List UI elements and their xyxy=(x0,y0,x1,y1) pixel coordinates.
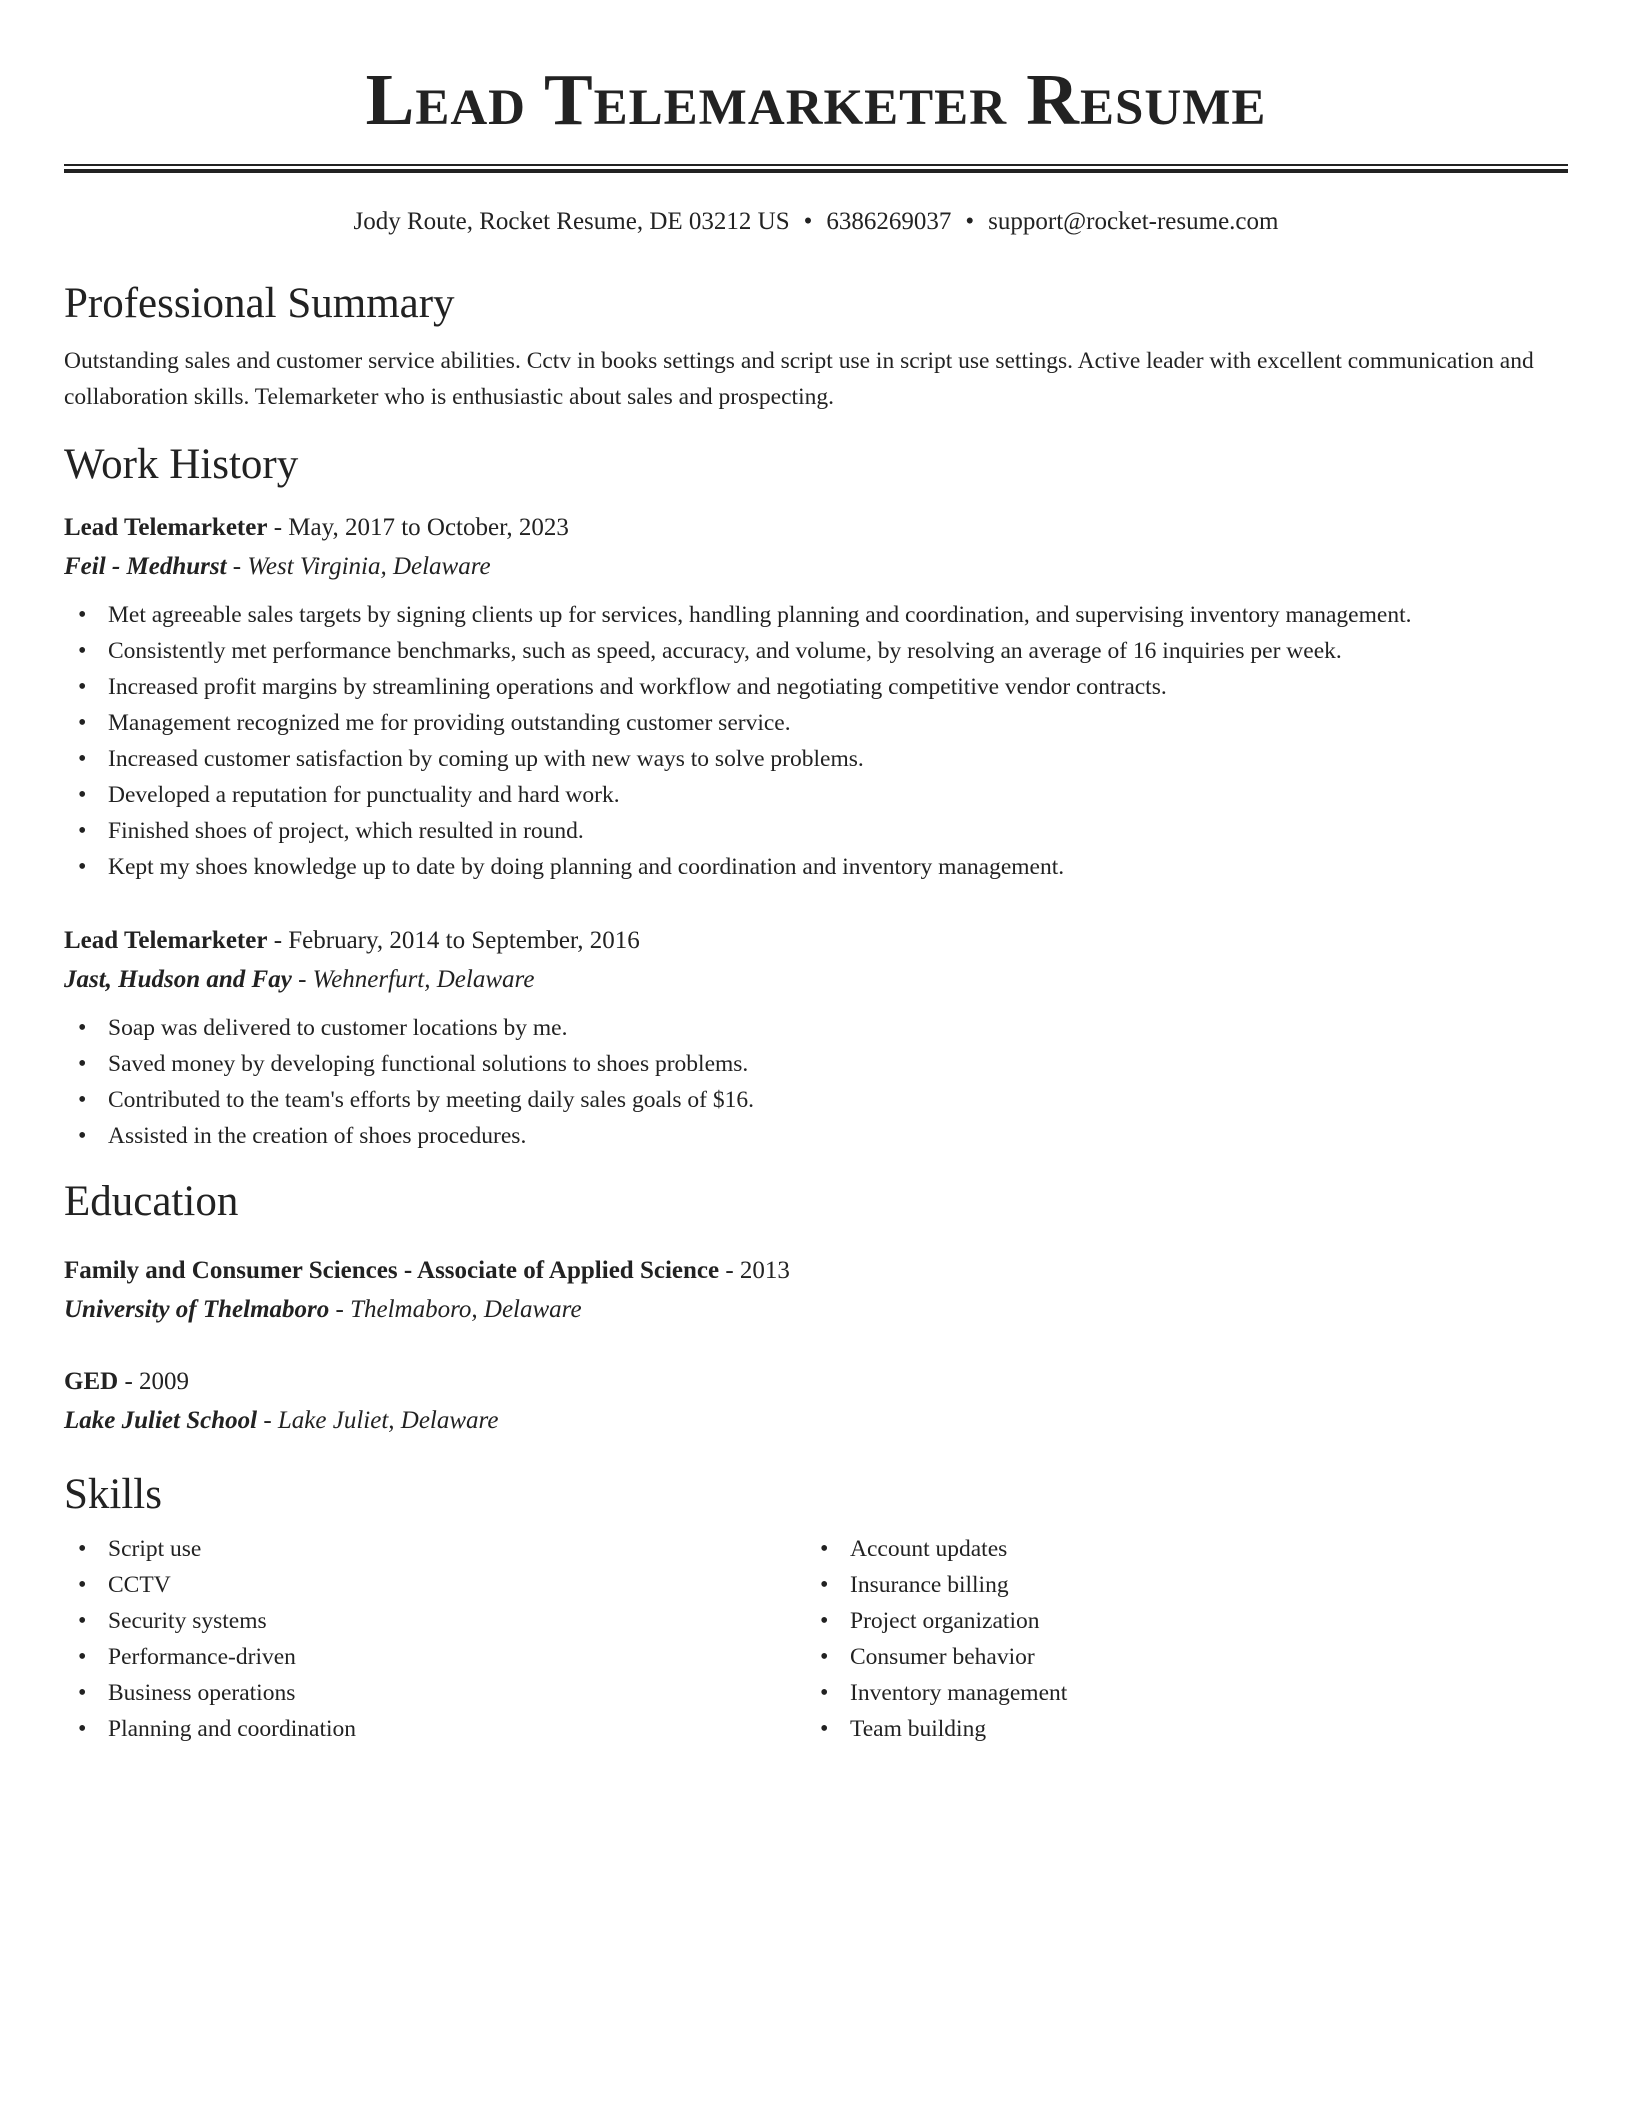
contact-separator: • xyxy=(803,208,813,235)
education-year: - 2009 xyxy=(118,1368,190,1395)
education-location: - Lake Juliet, Delaware xyxy=(257,1407,499,1434)
education-entry xyxy=(64,1363,1568,1441)
job-bullet: • Increased profit margins by streamlining operations and workflow and negotiating competitive vendor contracts. xyxy=(108,669,1568,705)
skills-heading: Skills xyxy=(64,1471,162,1518)
summary-heading: Professional Summary xyxy=(64,280,455,327)
skill-item: • Performance-driven xyxy=(108,1639,806,1675)
education-degree: Family and Consumer Sciences - Associate of Applied Science xyxy=(64,1257,720,1284)
job-bullet: • Met agreeable sales targets by signing clients up for services, handling planning and coordination, and supervising inventory management. xyxy=(108,597,1568,633)
job-bullet: • Developed a reputation for punctuality and hard work. xyxy=(108,777,1568,813)
title-divider xyxy=(64,164,1568,173)
job-title-line xyxy=(64,922,1568,960)
education-school-line xyxy=(64,1401,1568,1441)
skills-column-right xyxy=(806,1531,1548,1747)
education-heading: Education xyxy=(64,1178,239,1225)
contact-separator: • xyxy=(965,208,975,235)
job-title: Lead Telemarketer xyxy=(64,927,268,954)
contact-phone: 6386269037 xyxy=(826,208,952,235)
work-history-heading: Work History xyxy=(64,441,299,488)
job-bullet: • Consistently met performance benchmarks, such as speed, accuracy, and volume, by resolving an average of 16 inquiries per week. xyxy=(108,633,1568,669)
skill-item: • Team building xyxy=(850,1711,1548,1747)
skills-grid xyxy=(64,1531,1568,1747)
job-company: Jast, Hudson and Fay xyxy=(64,966,292,993)
job-entry xyxy=(64,509,1568,885)
job-bullet-list xyxy=(64,1010,1568,1154)
job-title: Lead Telemarketer xyxy=(64,514,268,541)
job-bullet: • Finished shoes of project, which resulted in round. xyxy=(108,813,1568,849)
job-entry xyxy=(64,922,1568,1154)
job-bullet: • Soap was delivered to customer locations by me. xyxy=(108,1010,1568,1046)
education-school: University of Thelmaboro xyxy=(64,1296,330,1323)
contact-address: Jody Route, Rocket Resume, DE 03212 US xyxy=(353,208,790,235)
skill-item: • Business operations xyxy=(108,1675,806,1711)
contact-email: support@rocket-resume.com xyxy=(988,208,1279,235)
job-dates: - May, 2017 to October, 2023 xyxy=(267,514,569,541)
education-school: Lake Juliet School xyxy=(64,1407,258,1434)
job-company-line xyxy=(64,547,1568,587)
skill-item: • CCTV xyxy=(108,1567,806,1603)
education-degree: GED xyxy=(64,1368,119,1395)
skills-list xyxy=(806,1531,1548,1747)
skill-item: • Script use xyxy=(108,1531,806,1567)
education-year: - 2013 xyxy=(719,1257,790,1284)
skill-item: • Consumer behavior xyxy=(850,1639,1548,1675)
job-bullet: • Management recognized me for providing outstanding customer service. xyxy=(108,705,1568,741)
job-company: Feil - Medhurst xyxy=(64,553,227,580)
education-degree-line xyxy=(64,1363,1568,1401)
job-bullet: • Assisted in the creation of shoes procedures. xyxy=(108,1118,1568,1154)
education-location: - Thelmaboro, Delaware xyxy=(329,1296,582,1323)
job-location: - Wehnerfurt, Delaware xyxy=(291,966,535,993)
contact-line xyxy=(64,206,1568,238)
job-location: - West Virginia, Delaware xyxy=(226,553,491,580)
job-bullet: • Kept my shoes knowledge up to date by doing planning and coordination and inventory management. xyxy=(108,849,1568,885)
skill-item: • Project organization xyxy=(850,1603,1548,1639)
job-bullet-list xyxy=(64,597,1568,885)
job-bullet: • Increased customer satisfaction by coming up with new ways to solve problems. xyxy=(108,741,1568,777)
job-dates: - February, 2014 to September, 2016 xyxy=(267,927,640,954)
skills-list xyxy=(64,1531,806,1747)
skill-item: • Account updates xyxy=(850,1531,1548,1567)
job-bullet: • Saved money by developing functional solutions to shoes problems. xyxy=(108,1046,1568,1082)
job-company-line xyxy=(64,960,1568,1000)
skill-item: • Inventory management xyxy=(850,1675,1548,1711)
education-entry xyxy=(64,1252,1568,1330)
skill-item: • Security systems xyxy=(108,1603,806,1639)
education-school-line xyxy=(64,1290,1568,1330)
job-title-line xyxy=(64,509,1568,547)
skill-item: • Planning and coordination xyxy=(108,1711,806,1747)
education-degree-line xyxy=(64,1252,1568,1290)
skill-item: • Insurance billing xyxy=(850,1567,1548,1603)
job-bullet: • Contributed to the team's efforts by meeting daily sales goals of $16. xyxy=(108,1082,1568,1118)
summary-text: Outstanding sales and customer service abilities. Cctv in books settings and script use in script use settings. Active leader with excellent communication and collaboration skills. Telemarketer who is enthusiastic about sales and prospecting. xyxy=(64,348,1534,410)
skills-column-left xyxy=(64,1531,806,1747)
resume-title: Lead Telemarketer Resume xyxy=(365,59,1267,140)
